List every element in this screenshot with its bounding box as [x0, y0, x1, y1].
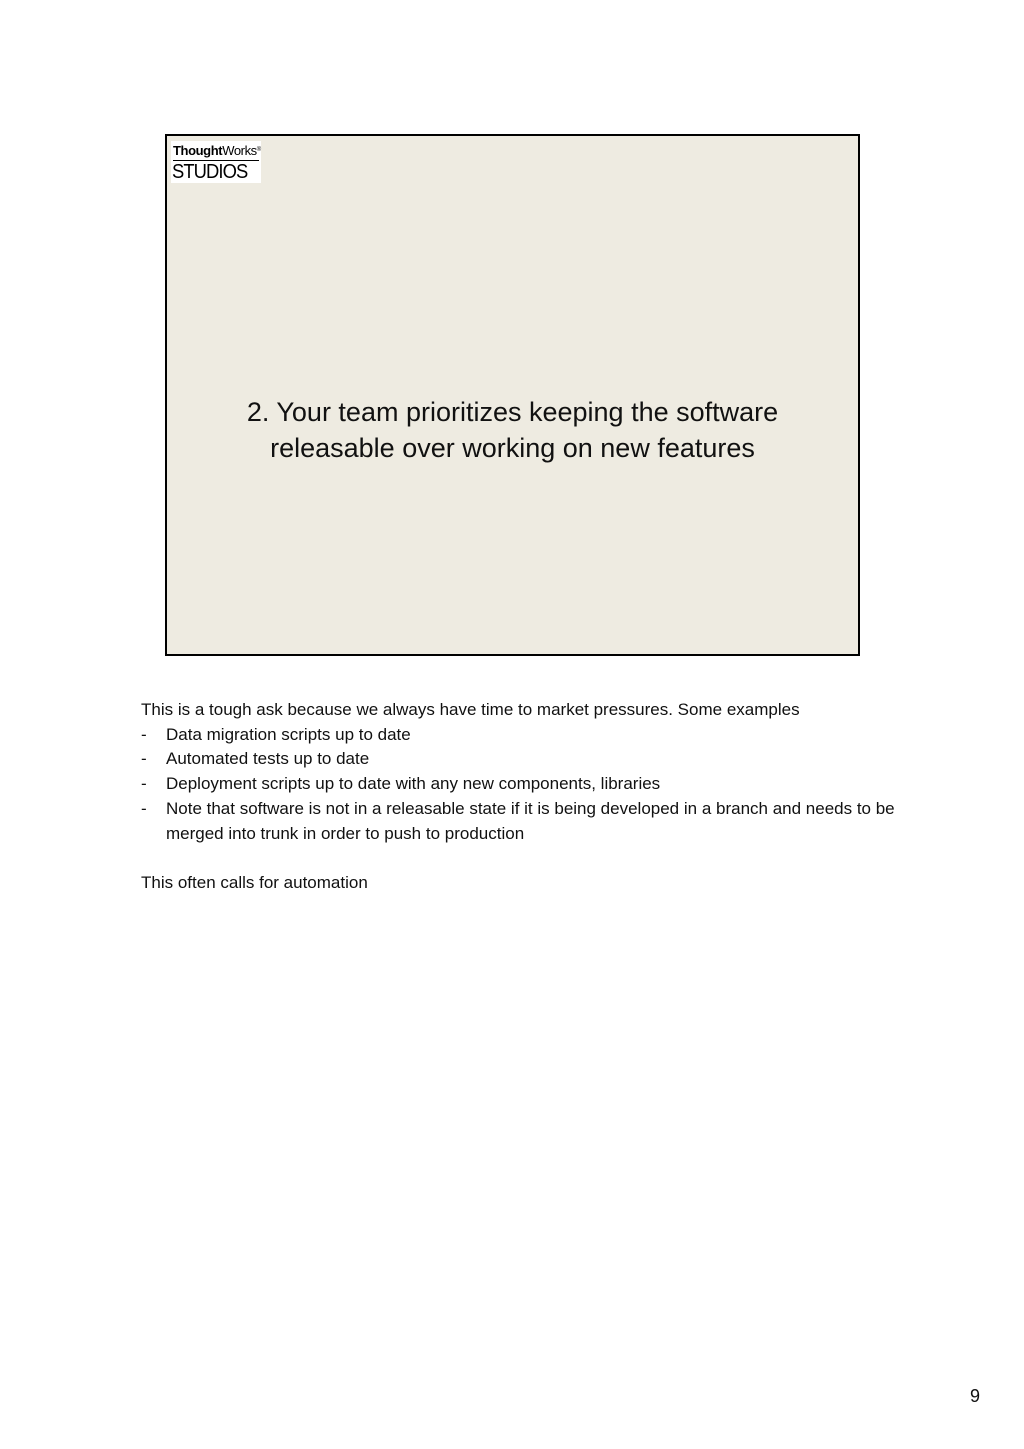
notes-closing: This often calls for automation — [141, 872, 368, 892]
logo-subtitle: STUDIOS — [172, 161, 248, 183]
paragraph-spacer — [141, 846, 901, 871]
slide-title-line-2: releasable over working on new features — [270, 433, 755, 463]
speaker-notes — [141, 698, 901, 896]
bullet-dash: - — [141, 749, 147, 769]
list-item: - Automated tests up to date — [141, 747, 901, 772]
list-item: - Note that software is not in a releasable state if it is being developed in a branch and needs to be merged into trunk in order to push to production — [141, 798, 895, 843]
list-item: - Data migration scripts up to date — [141, 723, 901, 748]
list-item: - Deployment scripts up to date with any new components, libraries — [141, 772, 901, 797]
slide-title-line-1: 2. Your team prioritizes keeping the software — [246, 397, 779, 427]
slide-title — [167, 394, 858, 466]
thoughtworks-studios-logo — [171, 141, 261, 183]
notes-bullet-list — [141, 723, 901, 847]
logo-wordmark: ThoughtWorks® — [173, 143, 261, 158]
bullet-dash: - — [141, 724, 147, 744]
notes-intro: This is a tough ask because we always have time to market pressures. Some examples — [141, 700, 800, 719]
bullet-dash: - — [141, 798, 147, 818]
slide-thumbnail — [165, 134, 860, 656]
bullet-dash: - — [141, 774, 147, 794]
page-number: 9 — [969, 1386, 980, 1406]
